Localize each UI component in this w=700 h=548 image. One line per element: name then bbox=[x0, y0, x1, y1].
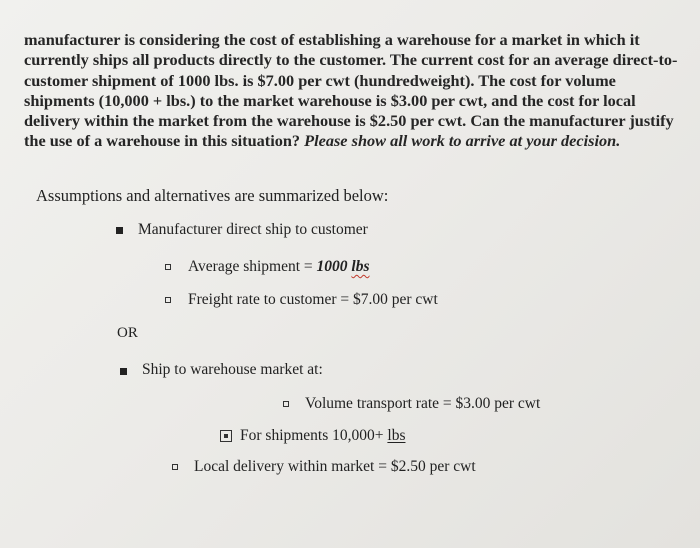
average-shipment-unit: lbs bbox=[351, 258, 370, 275]
shipment-size-unit: lbs bbox=[387, 427, 406, 444]
hollow-square-bullet-icon bbox=[165, 264, 171, 270]
paragraph-last-line-plain: the use of a warehouse in this situation? bbox=[24, 131, 305, 151]
filled-square-bullet-icon bbox=[116, 227, 123, 234]
paragraph-line: delivery within the market from the warehouse is $2.50 per cwt. Can the manufacturer justify bbox=[24, 111, 674, 131]
average-shipment-number: 1000 bbox=[316, 258, 352, 275]
or-label: OR bbox=[117, 325, 138, 341]
hollow-square-bullet-icon bbox=[165, 297, 171, 303]
paragraph-instruction: Please show all work to arrive at your decision. bbox=[304, 131, 621, 151]
alt2-shipment-size bbox=[240, 427, 405, 445]
shipment-size-label: For shipments 10,000+ bbox=[240, 427, 388, 444]
hollow-square-bullet-icon bbox=[283, 401, 289, 407]
alt2-local-delivery: Local delivery within market = $2.50 per cwt bbox=[194, 458, 476, 475]
paragraph-line: customer shipment of 1000 lbs. is $7.00 per cwt (hundredweight). The cost for volume bbox=[24, 70, 616, 90]
paragraph-line: manufacturer is considering the cost of establishing a warehouse for a market in which it bbox=[24, 30, 640, 49]
hollow-square-bullet-icon bbox=[172, 464, 178, 470]
alt2-volume-rate: Volume transport rate = $3.00 per cwt bbox=[305, 395, 541, 412]
alt2-title: Ship to warehouse market at: bbox=[142, 361, 323, 378]
assumptions-heading: Assumptions and alternatives are summarized below: bbox=[36, 186, 389, 205]
paragraph-line: shipments (10,000 + lbs.) to the market warehouse is $3.00 per cwt, and the cost for local bbox=[24, 90, 636, 110]
paragraph-last-line bbox=[24, 131, 684, 151]
problem-paragraph bbox=[24, 30, 684, 152]
alt1-title: Manufacturer direct ship to customer bbox=[138, 221, 368, 238]
filled-square-bullet-icon bbox=[120, 368, 127, 375]
alt1-average-shipment bbox=[188, 258, 370, 276]
paragraph-line: currently ships all products directly to the customer. The current cost for an average direct-to- bbox=[24, 50, 678, 70]
alt1-freight-rate: Freight rate to customer = $7.00 per cwt bbox=[188, 291, 438, 308]
average-shipment-label: Average shipment = bbox=[188, 258, 317, 275]
boxed-square-bullet-icon bbox=[220, 430, 232, 442]
